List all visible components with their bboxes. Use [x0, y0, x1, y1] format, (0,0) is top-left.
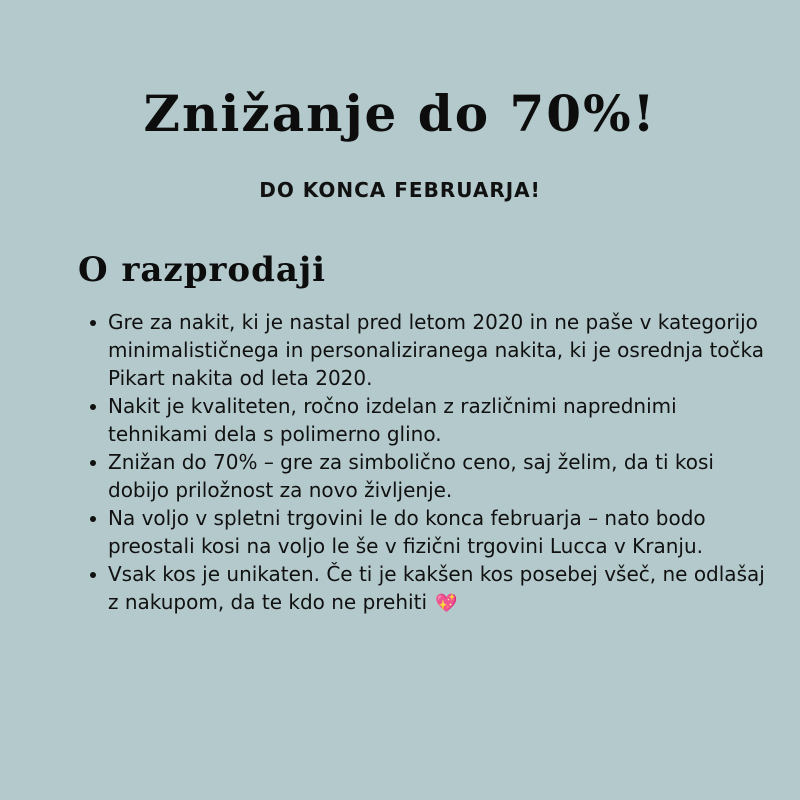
- list-item-text: Vsak kos je unikaten. Če ti je kakšen kos posebej všeč, ne odlašaj z nakupom, da te kdo ne prehiti: [108, 562, 765, 614]
- list-item-text: Nakit je kvaliteten, ročno izdelan z različnimi naprednimi tehnikami dela s polimerno glino.: [108, 394, 677, 446]
- page-title: Znižanje do 70%!: [143, 84, 657, 143]
- list-item: [88, 308, 768, 392]
- sale-info-list: [88, 308, 768, 618]
- sparkling-heart-icon: 💖: [435, 593, 458, 614]
- list-item: [88, 392, 768, 448]
- list-item-text: Znižan do 70% – gre za simbolično ceno, saj želim, da ti kosi dobijo priložnost za novo življenje.: [108, 450, 714, 502]
- list-item: [88, 448, 768, 504]
- list-item-text: Na voljo v spletni trgovini le do konca februarja – nato bodo preostali kosi na voljo le še v fizični trgovini Lucca v Kranju.: [108, 506, 706, 558]
- page-subtitle: DO KONCA FEBRUARJA!: [259, 178, 541, 202]
- list-item: [88, 560, 768, 618]
- section-heading: O razprodaji: [78, 250, 327, 290]
- list-item: [88, 504, 768, 560]
- list-item-text: Gre za nakit, ki je nastal pred letom 2020 in ne paše v kategorijo minimalističnega in personaliziranega nakita, ki je osrednja točka Pikart nakita od leta 2020.: [108, 310, 765, 390]
